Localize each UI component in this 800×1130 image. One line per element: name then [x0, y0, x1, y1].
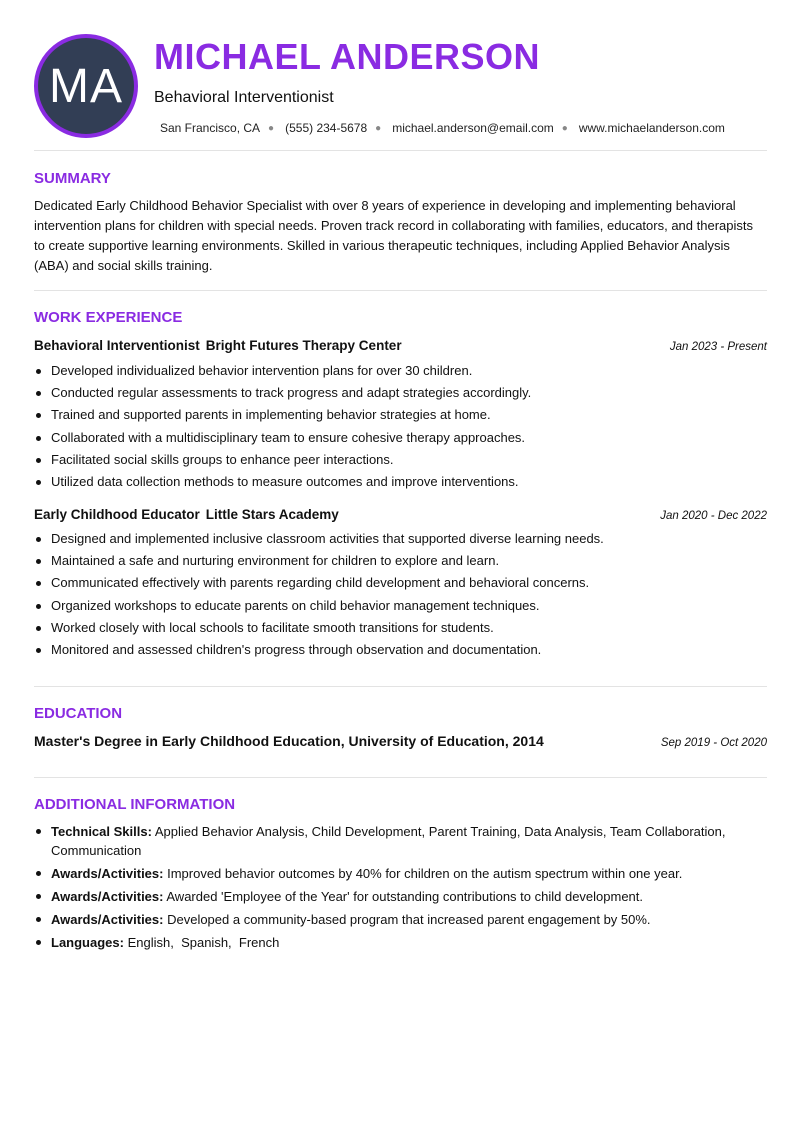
- info-text: English, Spanish, French: [127, 935, 280, 950]
- separator-dot-icon: ●: [561, 122, 568, 134]
- separator-dot-icon: ●: [375, 122, 382, 134]
- list-item: Collaborated with a multidisciplinary team to ensure cohesive therapy approaches.: [51, 427, 767, 449]
- avatar-initials: MA: [49, 59, 123, 113]
- section-divider: [34, 686, 767, 687]
- list-item: Conducted regular assessments to track progress and adapt strategies accordingly.: [51, 382, 767, 404]
- job-bullets: [51, 360, 767, 493]
- info-text: Awarded 'Employee of the Year' for outstanding contributions to child development.: [166, 889, 644, 904]
- section-divider: [34, 150, 767, 151]
- job-header: [34, 338, 767, 353]
- job-header: [34, 507, 767, 522]
- list-item: Maintained a safe and nurturing environment for children to explore and learn.: [51, 550, 767, 572]
- summary-heading: SUMMARY: [34, 170, 111, 187]
- summary-text: Dedicated Early Childhood Behavior Specialist with over 8 years of experience in developing and implementing behavioral intervention plans for children with special needs. Proven track record in collaborating with families, educators, and therapists to create supportive learning environments. Skilled in various therapeutic techniques, including Applied Behavior Analysis (ABA) and social skills training.: [34, 198, 753, 273]
- job-bullets: [51, 528, 767, 661]
- contact-bar: [160, 121, 725, 135]
- list-item: [51, 910, 767, 929]
- section-divider: [34, 777, 767, 778]
- info-text: Applied Behavior Analysis, Child Development, Parent Training, Data Analysis, Team Collaboration, Communication: [51, 824, 726, 858]
- education-heading: EDUCATION: [34, 705, 123, 722]
- contact-location: San Francisco, CA: [160, 121, 261, 135]
- list-item: Organized workshops to educate parents on child behavior management techniques.: [51, 595, 767, 617]
- education-entry: [34, 733, 767, 749]
- info-label: Awards/Activities:: [51, 912, 164, 927]
- list-item: Developed individualized behavior intervention plans for over 30 children.: [51, 360, 767, 382]
- info-text: Developed a community-based program that increased parent engagement by 50%.: [167, 912, 651, 927]
- list-item: [51, 864, 767, 883]
- list-item: Worked closely with local schools to facilitate smooth transitions for students.: [51, 617, 767, 639]
- job-dates: Jan 2020 - Dec 2022: [660, 510, 767, 522]
- job-dates: Jan 2023 - Present: [669, 341, 767, 353]
- list-item: Monitored and assessed children's progress through observation and documentation.: [51, 639, 767, 661]
- candidate-name: MICHAEL ANDERSON: [154, 36, 541, 77]
- list-item: [51, 887, 767, 906]
- job-role: Behavioral Interventionist: [34, 338, 200, 353]
- info-label: Technical Skills:: [51, 824, 152, 839]
- list-item: [51, 933, 767, 952]
- additional-list: [51, 822, 767, 956]
- additional-heading: ADDITIONAL INFORMATION: [34, 796, 236, 813]
- separator-dot-icon: ●: [268, 122, 275, 134]
- info-label: Languages:: [51, 935, 124, 950]
- info-label: Awards/Activities:: [51, 889, 164, 904]
- list-item: Designed and implemented inclusive classroom activities that supported diverse learning needs.: [51, 528, 767, 550]
- education-dates: Sep 2019 - Oct 2020: [660, 737, 767, 749]
- experience-heading: WORK EXPERIENCE: [34, 309, 183, 326]
- list-item: Utilized data collection methods to measure outcomes and improve interventions.: [51, 471, 767, 493]
- list-item: Trained and supported parents in implementing behavior strategies at home.: [51, 404, 767, 426]
- list-item: Communicated effectively with parents regarding child development and behavioral concerns.: [51, 572, 767, 594]
- section-divider: [34, 290, 767, 291]
- candidate-title: Behavioral Interventionist: [154, 89, 334, 106]
- list-item: Facilitated social skills groups to enhance peer interactions.: [51, 449, 767, 471]
- contact-email[interactable]: michael.anderson@email.com: [392, 121, 554, 135]
- list-item: [51, 822, 767, 860]
- info-label: Awards/Activities:: [51, 866, 164, 881]
- job-company: Little Stars Academy: [205, 507, 339, 522]
- job-role: Early Childhood Educator: [34, 507, 200, 522]
- contact-website[interactable]: www.michaelanderson.com: [578, 121, 725, 135]
- job-company: Bright Futures Therapy Center: [205, 338, 402, 353]
- avatar: [34, 34, 138, 138]
- contact-phone[interactable]: (555) 234-5678: [285, 121, 368, 135]
- education-degree: Master's Degree in Early Childhood Education, University of Education, 2014: [34, 733, 544, 749]
- info-text: Improved behavior outcomes by 40% for children on the autism spectrum within one year.: [167, 866, 683, 881]
